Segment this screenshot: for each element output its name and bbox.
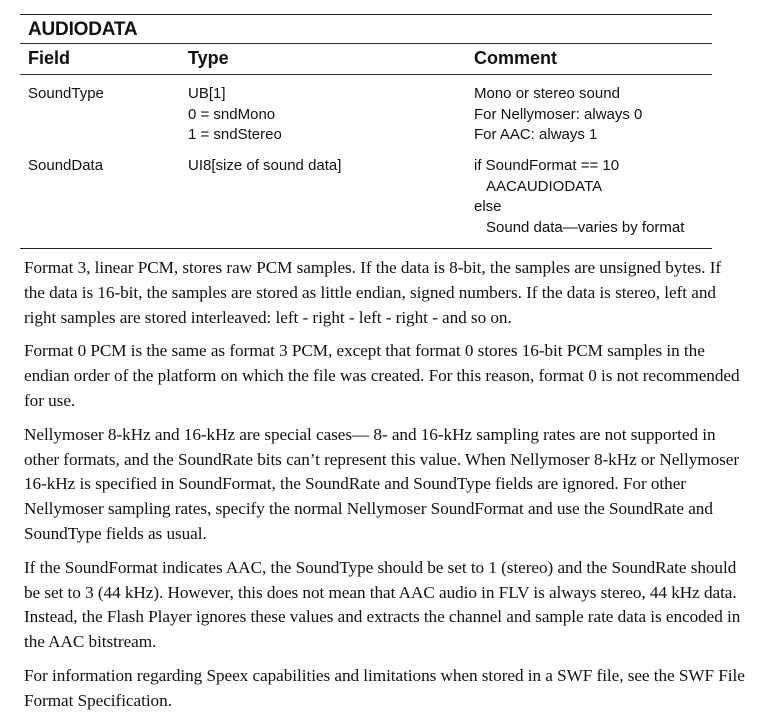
type-cell bbox=[188, 84, 282, 146]
body-text bbox=[24, 256, 746, 723]
header-comment: Comment bbox=[474, 48, 558, 68]
paragraph: Nellymoser 8-kHz and 16-kHz are special cases— 8- and 16-kHz sampling rates are not supported in other formats, and the SoundRate bits can’t represent this value. When Nellymoser 8-kHz or Nellymoser 16-kHz is specified in SoundFormat, the SoundRate and SoundType fields are ignored. For other Nellymoser sampling rates, specify the normal Nellymoser SoundFormat and use the SoundRate and SoundType fields as usual. bbox=[24, 424, 740, 543]
type-line: UB[1] bbox=[188, 85, 226, 102]
paragraph: Format 3, linear PCM, stores raw PCM samples. If the data is 8-bit, the samples are unsigned bytes. If the data is 16-bit, the samples are stored as little endian, signed numbers. If the data is stereo, left and right samples are stored interleaved: left - right - left - right - and so on. bbox=[24, 258, 722, 327]
type-line: 0 = sndMono bbox=[188, 105, 276, 123]
table-row bbox=[20, 84, 712, 156]
comment-line: Sound data—varies by format bbox=[486, 218, 685, 236]
comment-line: if SoundFormat == 10 bbox=[474, 157, 620, 174]
table-top-rule bbox=[20, 14, 712, 15]
comment-cell bbox=[474, 84, 642, 146]
field-cell: SoundType bbox=[28, 85, 104, 102]
comment-line: For Nellymoser: always 0 bbox=[474, 105, 643, 123]
comment-line: Mono or stereo sound bbox=[474, 85, 620, 102]
header-field: Field bbox=[28, 48, 71, 68]
paragraph: Format 0 PCM is the same as format 3 PCM, except that format 0 stores 16-bit PCM samples in the endian order of the platform on which the file was created. For this reason, format 0 is not recommended for use. bbox=[24, 341, 740, 410]
audiodata-table bbox=[20, 14, 712, 249]
table-header-row bbox=[20, 43, 712, 75]
comment-line: else bbox=[474, 198, 502, 215]
table-title: AUDIODATA bbox=[28, 19, 138, 40]
field-cell: SoundData bbox=[28, 157, 104, 174]
table-bottom-rule bbox=[20, 248, 712, 249]
type-cell bbox=[188, 156, 341, 177]
header-type: Type bbox=[188, 48, 229, 68]
comment-line: For AAC: always 1 bbox=[474, 126, 598, 143]
paragraph: If the SoundFormat indicates AAC, the SoundType should be set to 1 (stereo) and the SoundRate should be set to 3 (44 kHz). However, this does not mean that AAC audio in FLV is always stereo, 44 kHz data. Instead, the Flash Player ignores these values and extracts the channel and sample rate data is encoded in the AAC bitstream. bbox=[24, 557, 741, 652]
comment-cell bbox=[474, 156, 684, 238]
paragraph: For information regarding Speex capabilities and limitations when stored in a SWF file, see the SWF File Format Specification. bbox=[24, 665, 745, 710]
type-line: 1 = sndStereo bbox=[188, 126, 282, 143]
table-row bbox=[20, 156, 712, 248]
type-line: UI8[size of sound data] bbox=[188, 157, 342, 174]
comment-line: AACAUDIODATA bbox=[486, 177, 603, 195]
